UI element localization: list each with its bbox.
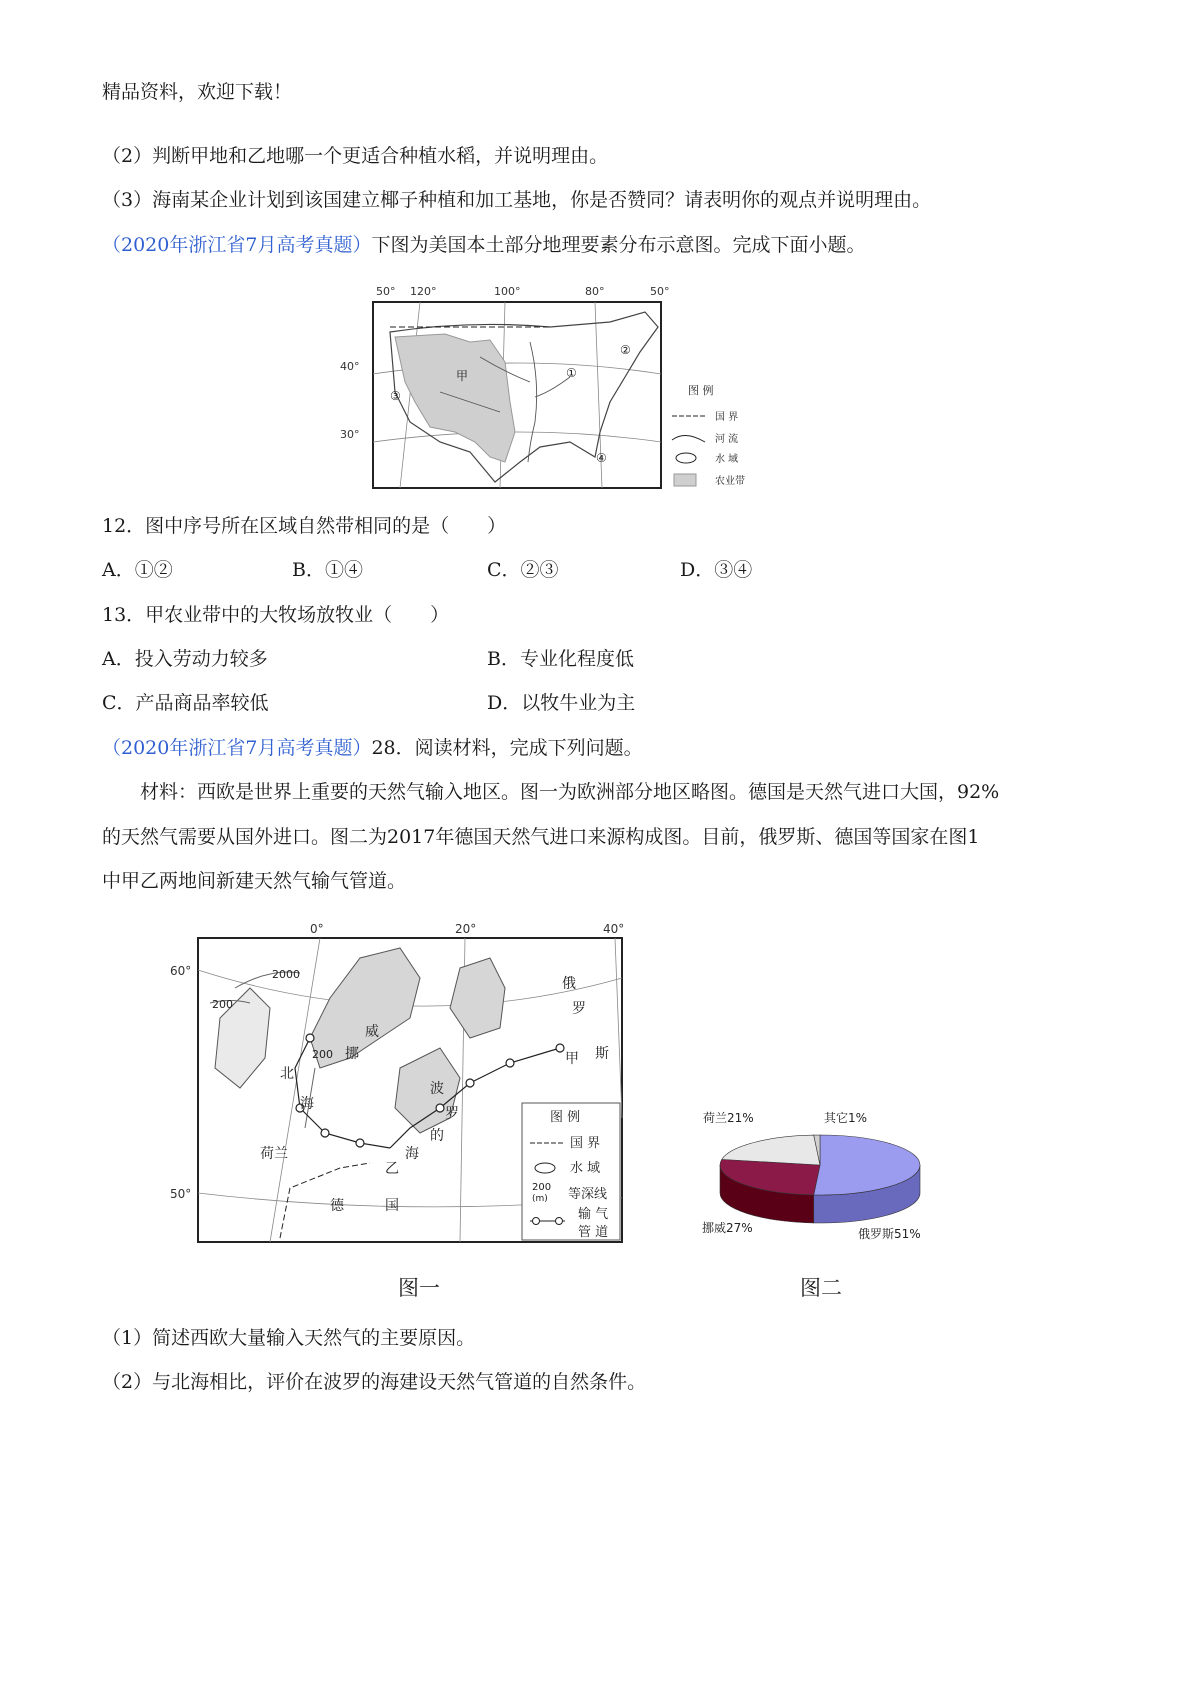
- europe-legend: [522, 1103, 620, 1240]
- place-jia: 甲: [456, 369, 469, 383]
- depth-label: 200: [212, 998, 233, 1011]
- figure-1-caption: 图一: [398, 1276, 440, 1300]
- germany-label: 国: [385, 1198, 399, 1214]
- q12-option-a: A．①②: [102, 559, 173, 581]
- q12-option-b: B．①④: [292, 559, 363, 581]
- eu-lat-label: 50°: [170, 1187, 192, 1201]
- legend-item: 国 界: [570, 1136, 601, 1151]
- legend-item: 输 气: [578, 1207, 609, 1222]
- us-lon-label: 120°: [410, 285, 437, 298]
- q13-option-c: C．产品商品率较低: [102, 692, 269, 714]
- marker-4: ④: [596, 451, 607, 465]
- us-lon-label: 80°: [585, 285, 605, 298]
- source-tag: （2020年浙江省7月高考真题）: [102, 737, 372, 759]
- russia-label: 罗: [572, 1001, 586, 1017]
- question-3: （3）海南某企业计划到该国建立椰子种植和加工基地，你是否赞同？请表明你的观点并说明理由。: [102, 189, 932, 211]
- europe-map: [160, 918, 630, 1248]
- north-sea-label: 海: [300, 1096, 314, 1112]
- pie-label-netherlands: 荷兰21%: [703, 1111, 754, 1125]
- depth-label: 2000: [272, 968, 300, 981]
- question-2: （2）判断甲地和乙地哪一个更适合种植水稻，并说明理由。: [102, 145, 609, 167]
- north-sea-label: 北: [280, 1066, 294, 1082]
- legend-item: 国 界: [715, 412, 739, 423]
- us-legend: [672, 383, 745, 487]
- pie-slice-netherlands: [722, 1135, 820, 1165]
- marker-1: ①: [566, 366, 577, 380]
- q13-option-a: A．投入劳动力较多: [102, 648, 268, 670]
- legend-contour-sample: 200: [532, 1182, 552, 1193]
- netherlands-label: 荷兰: [260, 1146, 288, 1162]
- source-line-1: [102, 233, 865, 257]
- marker-3: ③: [390, 389, 401, 403]
- legend-item: 河 流: [715, 434, 739, 445]
- figure-2-caption: 图二: [800, 1276, 842, 1300]
- us-map: [340, 282, 765, 492]
- baltic-label: 海: [405, 1146, 419, 1162]
- gas-import-pie-chart: [700, 1110, 940, 1250]
- baltic-label: 的: [430, 1128, 444, 1144]
- us-lon-label: 50°: [376, 285, 396, 298]
- legend-item: 水 域: [715, 454, 739, 465]
- material-line-1: 材料：西欧是世界上重要的天然气输入地区。图一为欧洲部分地区略图。德国是天然气进口大国，92%: [140, 781, 1000, 803]
- eu-lon-label: 20°: [455, 922, 477, 936]
- us-lat-label: 30°: [340, 428, 360, 441]
- us-lon-label: 100°: [494, 285, 521, 298]
- legend-item: 水 域: [570, 1161, 601, 1176]
- russia-label: 斯: [595, 1046, 609, 1062]
- marker-2: ②: [620, 343, 631, 357]
- eu-lat-label: 60°: [170, 964, 192, 978]
- source-tag: （2020年浙江省7月高考真题）: [102, 234, 372, 256]
- place-yi: 乙: [385, 1161, 399, 1177]
- germany-label: 德: [330, 1198, 344, 1214]
- pie-label-norway: 挪威27%: [702, 1221, 753, 1235]
- q13-stem: 13．甲农业带中的大牧场放牧业（ ）: [102, 604, 450, 626]
- place-jia: 甲: [565, 1051, 579, 1067]
- q13-option-d: D．以牧牛业为主: [487, 692, 636, 714]
- material-line-3: 中甲乙两地间新建天然气输气管道。: [102, 870, 407, 892]
- norway-label: 挪: [345, 1046, 359, 1062]
- us-lon-label: 50°: [650, 285, 670, 298]
- question-b1: （1）简述西欧大量输入天然气的主要原因。: [102, 1327, 476, 1349]
- legend-title: 图 例: [550, 1110, 581, 1125]
- pie-label-other: 其它1%: [824, 1111, 868, 1125]
- source-text: 28．阅读材料，完成下列问题。: [371, 737, 643, 759]
- us-lat-label: 40°: [340, 360, 360, 373]
- eu-lon-label: 0°: [310, 922, 324, 936]
- q13-option-b: B．专业化程度低: [487, 648, 634, 670]
- source-text: 下图为美国本土部分地理要素分布示意图。完成下面小题。: [371, 234, 866, 256]
- norway-label: 威: [365, 1024, 379, 1040]
- pie-label-russia: 俄罗斯51%: [858, 1227, 921, 1241]
- material-line-2: 的天然气需要从国外进口。图二为2017年德国天然气进口来源构成图。目前，俄罗斯、德国等国家在图1: [102, 826, 980, 848]
- depth-label: 200: [312, 1048, 333, 1061]
- source-line-2: [102, 736, 643, 760]
- q12-option-c: C．②③: [487, 559, 559, 581]
- baltic-label: 波: [430, 1081, 444, 1097]
- russia-label: 俄: [562, 976, 576, 992]
- legend-item: 农业带: [715, 476, 745, 487]
- q12-option-d: D．③④: [680, 559, 753, 581]
- legend-title: 图 例: [688, 384, 714, 397]
- legend-item: 管 道: [578, 1225, 609, 1240]
- baltic-label: 罗: [445, 1106, 459, 1122]
- page-header: 精品资料，欢迎下载！: [102, 81, 293, 103]
- legend-item: 等深线: [568, 1187, 608, 1202]
- eu-lon-label: 40°: [603, 922, 625, 936]
- question-b2: （2）与北海相比，评价在波罗的海建设天然气管道的自然条件。: [102, 1371, 647, 1393]
- q12-stem: 12．图中序号所在区域自然带相同的是（ ）: [102, 515, 507, 537]
- legend-contour-unit: (m): [532, 1194, 548, 1204]
